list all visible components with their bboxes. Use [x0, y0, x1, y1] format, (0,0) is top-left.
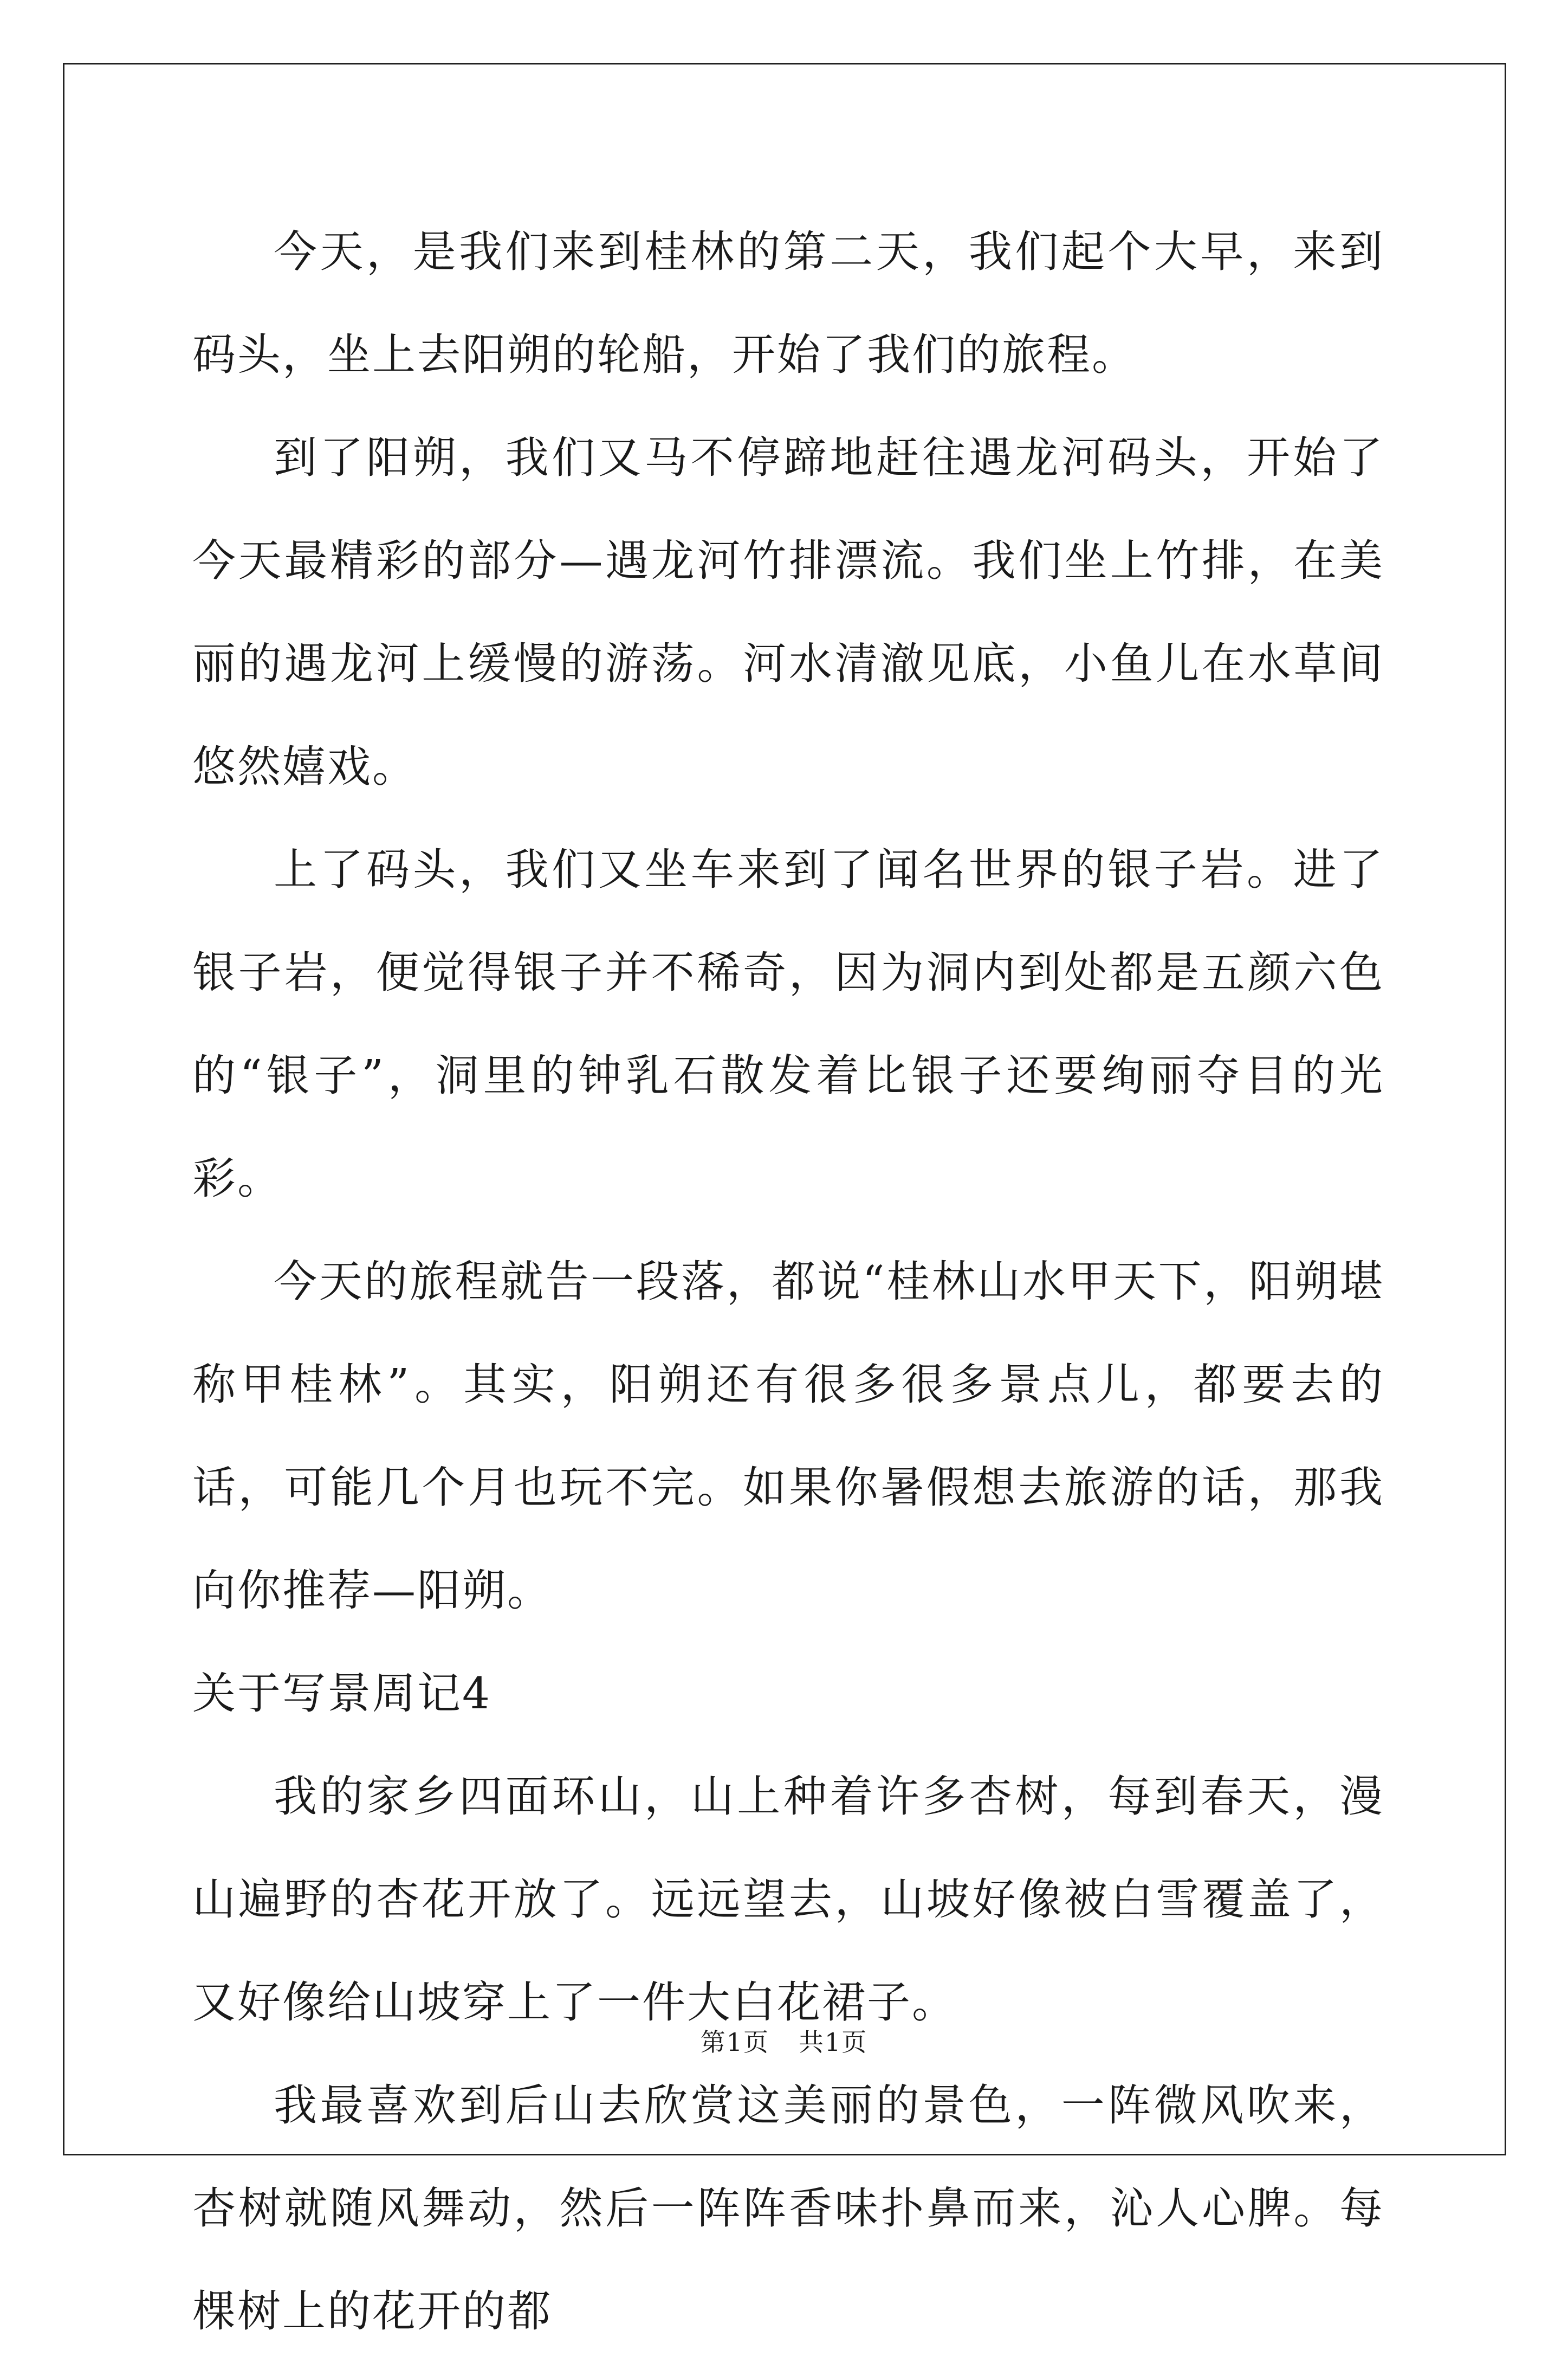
page-number-current: 第1页: [700, 2028, 769, 2057]
paragraph: 到了阳朔，我们又马不停蹄地赶往遇龙河码头，开始了今天最精彩的部分—遇龙河竹排漂流。我们坐上竹排，在美丽的遇龙河上缓慢的游荡。河水清澈见底，小鱼儿在水草间悠然嬉戏。: [192, 432, 1384, 792]
page-footer: [0, 2023, 1568, 2058]
paragraph: 我最喜欢到后山去欣赏这美丽的景色，一阵微风吹来，杏树就随风舞动，然后一阵阵香味扑鼻而来，沁人心脾。每棵树上的花开的都: [192, 2080, 1384, 2336]
page-number-total: 共1页: [799, 2028, 868, 2057]
paragraph: 上了码头，我们又坐车来到了闻名世界的银子岩。进了银子岩，便觉得银子并不稀奇，因为洞内到处都是五颜六色的“银子”，洞里的钟乳石散发着比银子还要绚丽夺目的光彩。: [192, 844, 1384, 1204]
paragraph: 今天的旅程就告一段落，都说“桂林山水甲天下，阳朔堪称甲桂林”。其实，阳朔还有很多很多景点儿，都要去的话，可能几个月也玩不完。如果你暑假想去旅游的话，那我向你推荐—阳朔。: [192, 1256, 1384, 1616]
paragraph: 今天，是我们来到桂林的第二天，我们起个大早，来到码头，坐上去阳朔的轮船，开始了我们的旅程。: [192, 227, 1384, 380]
section-heading: 关于写景周记4: [192, 1668, 491, 1719]
paragraph: 我的家乡四面环山，山上种着许多杏树，每到春天，漫山遍野的杏花开放了。远远望去，山坡好像被白雪覆盖了，又好像给山坡穿上了一件大白花裙子。: [192, 1771, 1384, 2028]
